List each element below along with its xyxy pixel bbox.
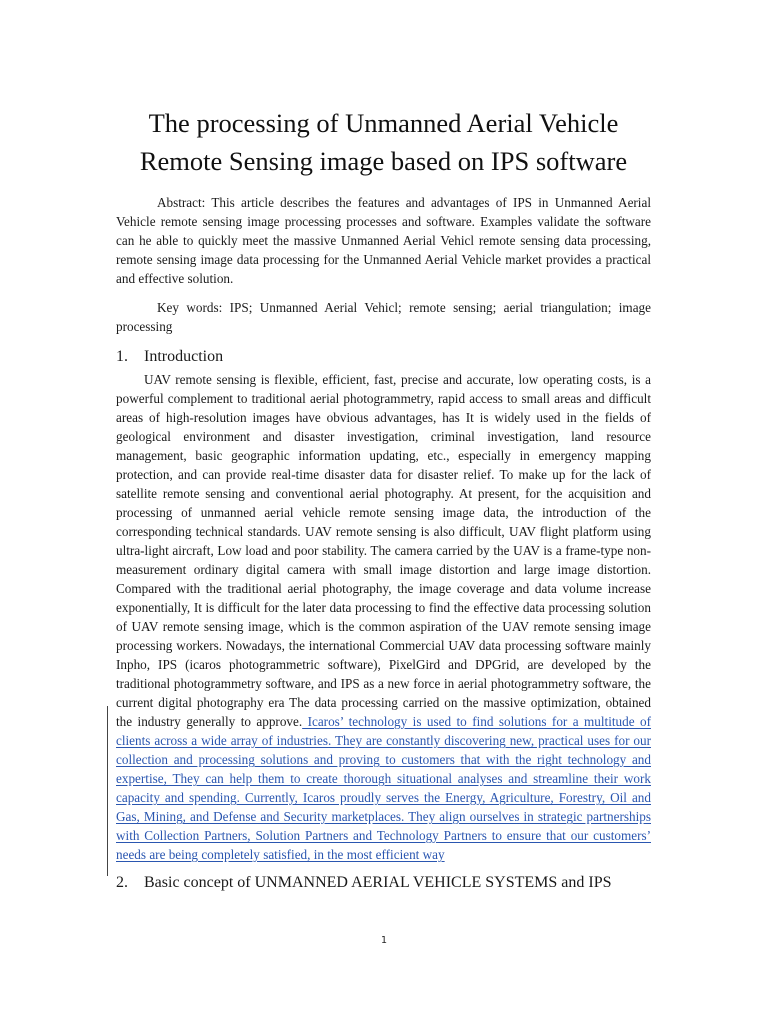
page-number: 1 bbox=[380, 935, 388, 946]
change-bar bbox=[107, 706, 108, 876]
abstract-paragraph: Abstract: This article describes the features and advantages of IPS in Unmanned Aerial Vehicle remote sensing image processing processes and software. Examples validate the software can he able to quickly meet the massive Unmanned Aerial Vehicl remote sensing data processing, remote sensing image data processing for the Unmanned Aerial Vehicle market provides a practical and effective solution. bbox=[116, 195, 651, 286]
introduction-paragraph bbox=[116, 370, 651, 864]
section-1-number: 1. bbox=[116, 348, 128, 365]
section-1-heading bbox=[116, 346, 651, 368]
section-2-number: 2. bbox=[116, 874, 128, 891]
section-2-heading bbox=[116, 872, 651, 894]
section-1-title: Introduction bbox=[144, 348, 224, 365]
tracked-insertion-text: Icaros’ technology is used to find solutions for a multitude of clients across a wide array of industries. They are constantly discovering new, practical uses for our collection and processing solutions and proving to customers that with the right technology and expertise, They can help them to create thorough situational analyses and streamline their work capacity and spending. Currently, Icaros proudly serves the Energy, Agriculture, Forestry, Oil and Gas, Mining, and Defense and Security marketplaces. They align ourselves in strategic partnerships with Collection Partners, Solution Partners and Technology Partners to ensure that our customers’ needs are being completely satisfied, in the most efficient way bbox=[116, 714, 651, 862]
title-line-1: The processing of Unmanned Aerial Vehicle bbox=[148, 108, 619, 138]
introduction-text: UAV remote sensing is flexible, efficient, fast, precise and accurate, low operating costs, is a powerful complement to traditional aerial photogrammetry, rapid access to small areas and difficult areas of high-resolution images have obvious advantages, has It is widely used in the fields of geological environment and disaster investigation, criminal investigation, land resource management, basic geographic information updating, etc., especially in emergency mapping protection, and can provide real-time disaster data for disaster relief. To make up for the lack of satellite remote sensing and conventional aerial photography. At present, for the acquisition and processing of unmanned aerial vehicle remote sensing image data, the introduction of the corresponding technical standards. UAV remote sensing is also difficult, UAV flight platform using ultra-light aircraft, Low load and poor stability. The camera carried by the UAV is a frame-type non-measurement ordinary digital camera with small image distortion and large image distortion. Compared with the traditional aerial photography, the image coverage and data volume increase exponentially, It is difficult for the later data processing to find the effective data processing solution of UAV remote sensing image, which is the common aspiration of the UAV remote sensing image processing workers. Nowadays, the international Commercial UAV data processing software mainly Inpho, IPS (icaros photogrammetric software), PixelGird and DPGrid, are developed by the traditional photogrammetry software, and IPS as a new force in aerial photogrammetry software, the current digital photography era The data processing carried on the massive optimization, obtained the industry generally to approve. bbox=[116, 372, 651, 729]
keywords-paragraph: Key words: IPS; Unmanned Aerial Vehicl; remote sensing; aerial triangulation; image processing bbox=[116, 300, 651, 334]
paper-title bbox=[116, 104, 651, 180]
title-line-2: Remote Sensing image based on IPS software bbox=[139, 146, 628, 176]
section-2-title: Basic concept of UNMANNED AERIAL VEHICLE SYSTEMS and IPS bbox=[144, 874, 612, 891]
document-page bbox=[116, 104, 651, 894]
